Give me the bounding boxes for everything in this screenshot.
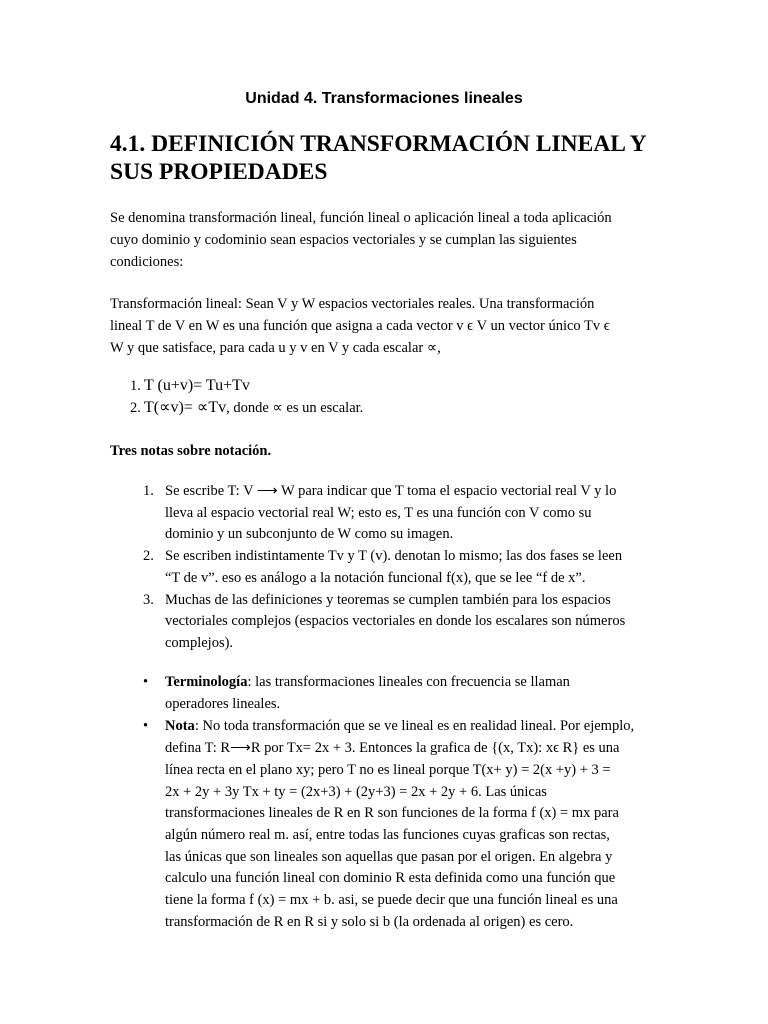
list-item — [143, 672, 668, 715]
text-line: operadores lineales. — [165, 695, 281, 712]
text-line: las únicas que son lineales son aquellas que pasan por el origen. En algebra y — [165, 848, 613, 865]
item-number: 1. — [143, 483, 154, 499]
unit-header: Unidad 4. Transformaciones lineales — [245, 90, 523, 107]
text-line: complejos). — [165, 634, 234, 651]
notes-list — [143, 672, 668, 933]
section-title-line: SUS PROPIEDADES — [110, 159, 328, 185]
bullet-icon: • — [143, 674, 149, 690]
text-line: lineal T de V en W es una función que asigna a cada vector v ϵ V un vector único Tv ϵ — [110, 318, 610, 334]
item-number: 2. — [143, 548, 154, 565]
rule-item — [130, 375, 250, 397]
text-line: algún número real m. así, entre todas las funciones cuyas graficas son rectas, — [165, 826, 610, 843]
definition-paragraph — [110, 293, 670, 359]
rule-formula: T (u+v)= Tu+Tv — [144, 377, 250, 394]
text-line: Transformación lineal: Sean V y W espacios vectoriales reales. Una transformación — [110, 296, 595, 312]
term-label: Nota — [165, 718, 195, 735]
notation-list — [143, 481, 668, 655]
text-line: Se escribe T: V ⟶ W para indicar que T toma el espacio vectorial real V y lo — [165, 483, 617, 499]
rule-suffix: , donde ∝ es un escalar. — [226, 400, 364, 416]
rule-formula: T(∝v)= ∝Tv — [144, 399, 227, 416]
rule-number: 2. — [130, 400, 141, 416]
text-line: tiene la forma f (x) = mx + b. asi, se puede decir que una función lineal es una — [165, 892, 618, 909]
section-title-line: 4.1. DEFINICIÓN TRANSFORMACIÓN LINEAL Y — [110, 131, 647, 157]
term-label: Terminología — [165, 674, 248, 690]
list-item — [143, 716, 668, 933]
text-line: transformaciones lineales de R en R son funciones de la forma f (x) = mx para — [165, 805, 619, 822]
notation-heading: Tres notas sobre notación. — [110, 443, 272, 459]
intro-paragraph — [110, 207, 670, 273]
text-line: lleva al espacio vectorial real W; esto es, T es una función con V como su — [165, 504, 592, 521]
text-line — [165, 672, 668, 694]
item-number: 3. — [143, 591, 154, 608]
text-line: vectoriales complejos (espacios vectoriales en donde los escalares son números — [165, 613, 626, 630]
rule-item — [130, 397, 363, 419]
text-line: condiciones: — [110, 254, 184, 270]
text-line: cuyo dominio y codominio sean espacios vectoriales y se cumplan las siguientes — [110, 232, 577, 248]
term-text: : No toda transformación que se ve lineal es en realidad lineal. Por ejemplo, — [194, 718, 635, 735]
text-line: línea recta en el plano xy; pero T no es lineal porque T(x+ y) = 2(x +y) + 3 = — [165, 761, 611, 778]
text-line: transformación de R en R si y solo si b (la ordenada al origen) es cero. — [165, 913, 574, 930]
text-line: dominio y un subconjunto de W como su imagen. — [165, 526, 454, 543]
list-item — [143, 590, 668, 655]
text-line — [165, 716, 668, 738]
text-line: W y que satisface, para cada u y v en V y cada escalar ∝, — [110, 340, 441, 356]
list-item — [143, 481, 668, 546]
text-line: Se escriben indistintamente Tv y T (v). denotan lo mismo; las dos fases se leen — [165, 548, 623, 565]
section-title — [110, 130, 710, 186]
term-text: : las transformaciones lineales con frecuencia se llaman — [247, 674, 570, 690]
list-item — [143, 546, 668, 589]
text-line: “T de v”. eso es análogo a la notación funcional f(x), que se lee “f de x”. — [165, 569, 586, 586]
text-line: 2x + 2y + 3y Tx + ty = (2x+3) + (2y+3) = 2x + 2y + 6. Las únicas — [165, 783, 547, 800]
text-line: defina T: R⟶R por Tx= 2x + 3. Entonces la grafica de {(x, Tx): xϵ R} es una — [165, 740, 620, 757]
text-line: Muchas de las definiciones y teoremas se cumplen también para los espacios — [165, 591, 611, 608]
text-line: calculo una función lineal con dominio R esta definida como una función que — [165, 870, 616, 887]
text-line: Se denomina transformación lineal, función lineal o aplicación lineal a toda aplicación — [110, 210, 612, 226]
bullet-icon: • — [143, 718, 149, 735]
rule-number: 1. — [130, 378, 141, 394]
